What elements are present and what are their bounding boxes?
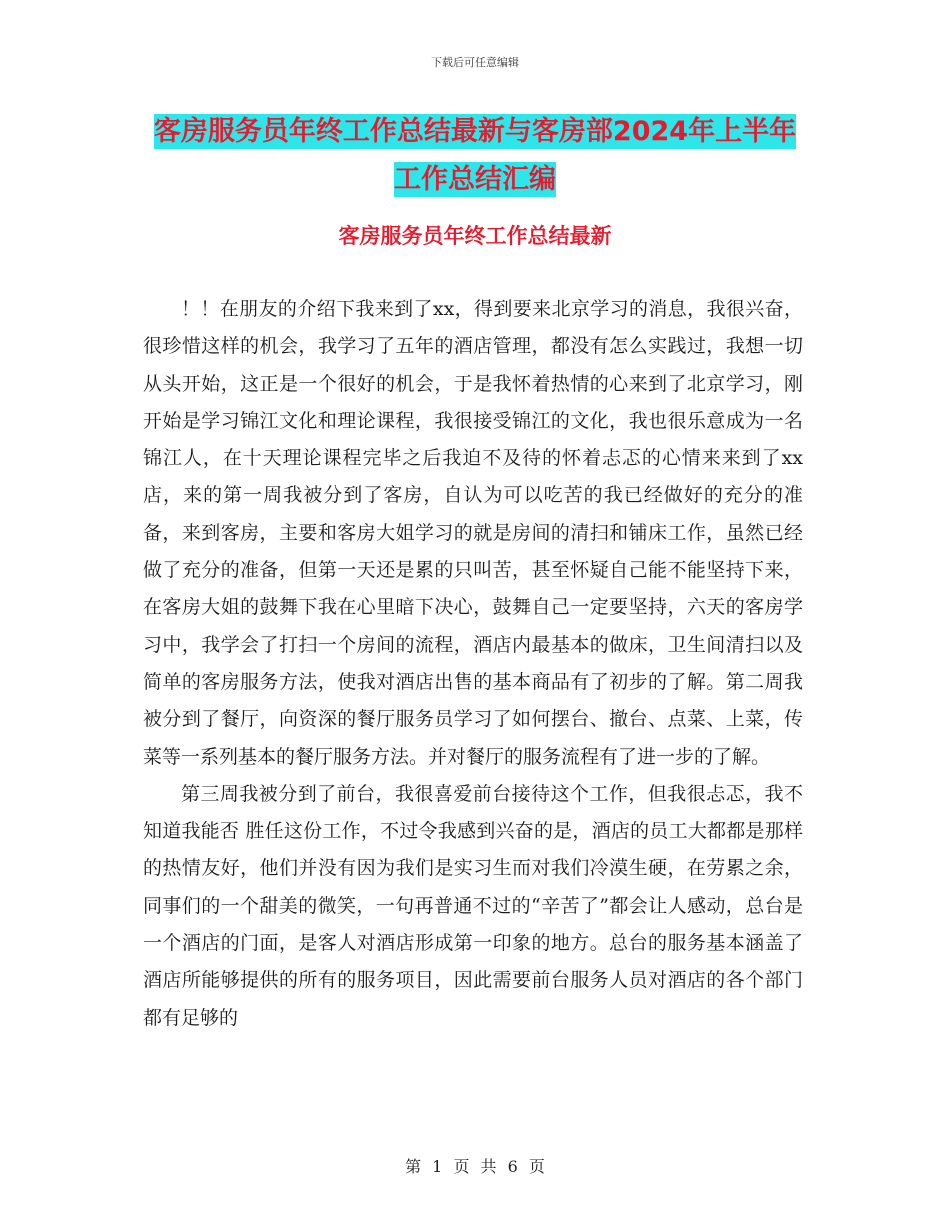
document-title-line-1: 客房服务员年终工作总结最新与客房部2024年上半年 <box>153 116 797 147</box>
paragraph-2: 第三周我被分到了前台，我很喜爱前台接待这个工作，但我很忐忑，我不知道我能否 胜任这份工作，不过令我感到兴奋的是，酒店的员工大都都是那样的热情友好，他们并没有因为我们是实习生而对我们冷漠生硬，在劳累之余，同事们的一个甜美的微笑，一句再普通不过的“辛苦了”都会让人感动，总台是一个酒店的门面，是客人对酒店形成第一印象的地方。总台的服务基本涵盖了酒店所能够提供的所有的服务项目，因此需要前台服务人员对酒店的各个部门都有足够的 <box>143 782 803 1029</box>
document-title-line-2: 工作总结汇编 <box>394 164 556 195</box>
header-note: 下载后可任意编辑 <box>431 56 519 69</box>
page-footer: 第 1 页 共 6 页 <box>405 1157 545 1176</box>
paragraph-1: ！！在朋友的介绍下我来到了xx，得到要来北京学习的消息，我很兴奋，很珍惜这样的机会，我学习了五年的酒店管理，都没有怎么实践过，我想一切从头开始，这正是一个很好的机会，于是我怀着热情的心来到了北京学习，刚开始是学习锦江文化和理论课程，我很接受锦江的文化，我也很乐意成为一名锦江人，在十天理论课程完毕之后我迫不及待的怀着忐忑的心情来来到了xx店，来的第一周我被分到了客房，自认为可以吃苦的我已经做好的充分的准备，来到客房，主要和客房大姐学习的就是房间的清扫和铺床工作，虽然已经做了充分的准备，但第一天还是累的只叫苦，甚至怀疑自己能不能坚持下来，在客房大姐的鼓舞下我在心里暗下决心，鼓舞自己一定要坚持，六天的客房学习中，我学会了打扫一个房间的流程，酒店内最基本的做床，卫生间清扫以及简单的客房服务方法，使我对酒店出售的基本商品有了初步的了解。第二周我被分到了餐厅，向资深的餐厅服务员学习了如何摆台、撤台、点菜、上菜，传菜等一系列基本的餐厅服务方法。并对餐厅的服务流程有了进一步的了解。 <box>143 298 803 768</box>
document-title <box>120 108 830 204</box>
body-text <box>143 291 803 1037</box>
section-title: 客房服务员年终工作总结最新 <box>338 224 612 248</box>
